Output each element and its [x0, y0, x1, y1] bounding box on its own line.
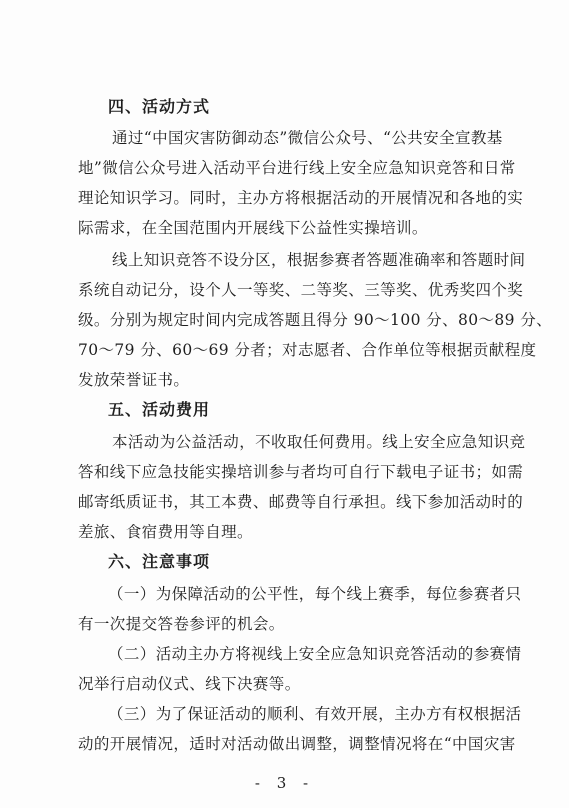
paragraph-line: 理论知识学习。同时，主办方将根据活动的开展情况和各地的实	[78, 189, 524, 207]
paragraph-line: 级。分别为规定时间内完成答题且得分 90～100 分、80～89 分、	[78, 311, 553, 329]
paragraph-line: （三）为了保证活动的顺利、有效开展，主办方有权根据活	[108, 705, 522, 723]
paragraph-line: （一）为保障活动的公平性，每个线上赛季，每位参赛者只	[108, 585, 522, 603]
paragraph-line: 际需求，在全国范围内开展线下公益性实操培训。	[78, 219, 428, 237]
section-heading-4: 四、活动方式	[108, 97, 211, 116]
paragraph-line: 地”微信公众号进入活动平台进行线上安全应急知识竞答和日常	[78, 159, 516, 177]
paragraph-line: （二）活动主办方将视线上安全应急知识竞答活动的参赛情	[108, 645, 522, 663]
paragraph-line: 邮寄纸质证书，其工本费、邮费等自行承担。线下参加活动时的	[78, 493, 524, 511]
paragraph-line: 况举行启动仪式、线下决赛等。	[78, 675, 301, 693]
paragraph-line: 有一次提交答卷参评的机会。	[78, 615, 285, 633]
paragraph-line: 线上知识竞答不设分区，根据参赛者答题准确率和答题时间	[112, 251, 526, 269]
section-heading-5: 五、活动费用	[108, 400, 211, 419]
paragraph-line: 系统自动记分，设个人一等奖、二等奖、三等奖、优秀奖四个奖	[78, 281, 524, 299]
paragraph-line: 动的开展情况，适时对活动做出调整，调整情况将在“中国灾害	[78, 735, 516, 753]
paragraph-line: 发放荣誉证书。	[78, 371, 190, 389]
paragraph-line: 本活动为公益活动，不收取任何费用。线上安全应急知识竞	[112, 433, 526, 451]
paragraph-line: 答和线下应急技能实操培训参与者均可自行下载电子证书；如需	[78, 463, 524, 481]
section-heading-6: 六、注意事项	[108, 552, 211, 571]
paragraph-line: 差旅、食宿费用等自理。	[78, 523, 253, 541]
paragraph-line: 通过“中国灾害防御动态”微信公众号、“公共安全宣教基	[112, 129, 503, 147]
page-number: - 3 -	[254, 774, 315, 792]
paragraph-line: 70～79 分、60～69 分者；对志愿者、合作单位等根据贡献程度	[78, 341, 537, 359]
